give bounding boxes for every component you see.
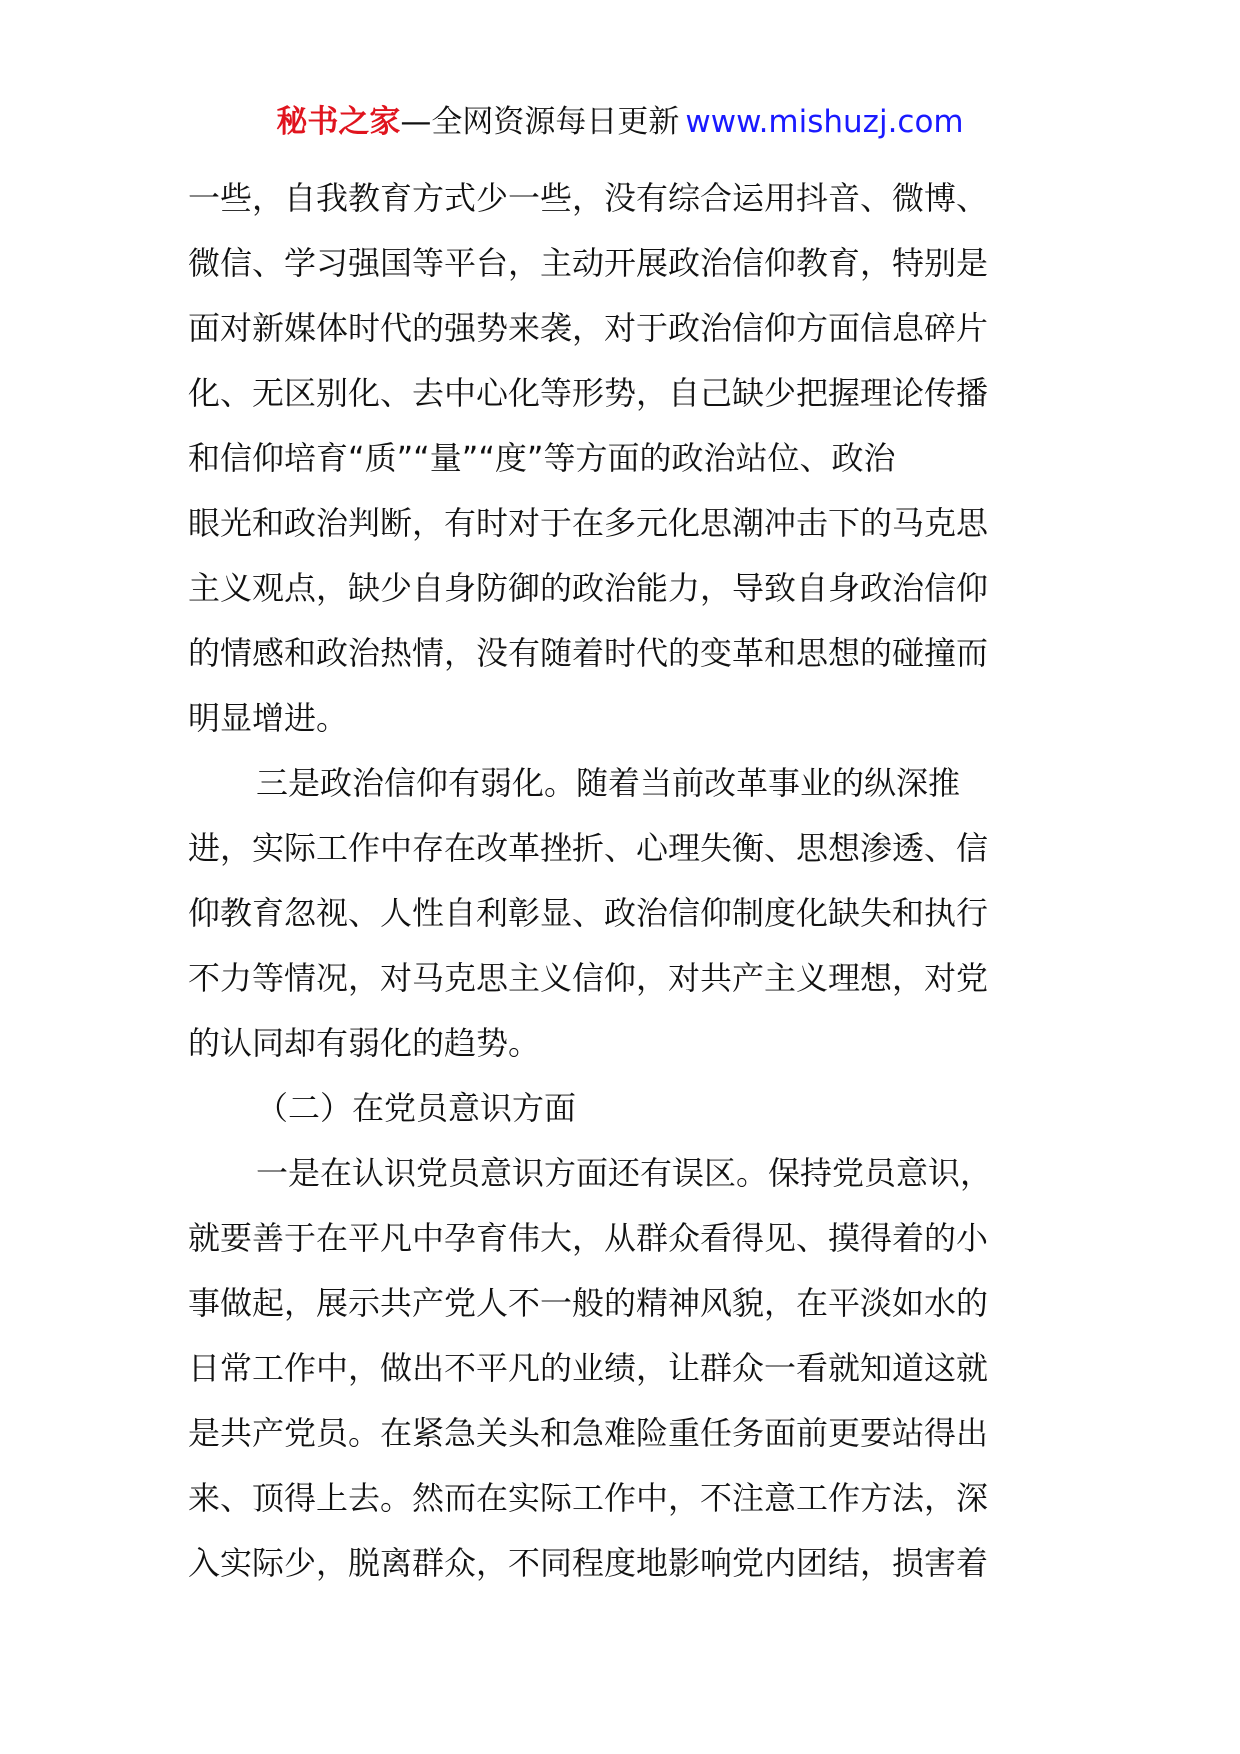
text-line: 的认同却有弱化的趋势。 [188, 1024, 541, 1062]
text-line: 明显增进。 [188, 699, 349, 737]
section-heading: （二）在党员意识方面 [256, 1089, 577, 1127]
text-line: 是共产党员。在紧急关头和急难险重任务面前更要站得出 [188, 1414, 989, 1452]
site-header [0, 102, 1240, 142]
text-line: 事做起，展示共产党人不一般的精神风貌，在平淡如水的 [188, 1284, 989, 1322]
text-line: 来、顶得上去。然而在实际工作中，不注意工作方法，深 [188, 1479, 989, 1517]
paragraph-start-line: 三是政治信仰有弱化。随着当前改革事业的纵深推 [256, 764, 961, 802]
site-brand: 秘书之家 [276, 104, 401, 140]
text-line: 仰教育忽视、人性自利彰显、政治信仰制度化缺失和执行 [188, 894, 989, 932]
text-line: 化、无区别化、去中心化等形势，自己缺少把握理论传播 [188, 374, 989, 412]
text-line: 就要善于在平凡中孕育伟大，从群众看得见、摸得着的小 [188, 1219, 989, 1257]
text-line: 一些，自我教育方式少一些，没有综合运用抖音、微博、 [188, 179, 989, 217]
text-line: 日常工作中，做出不平凡的业绩，让群众一看就知道这就 [188, 1349, 989, 1387]
text-line: 入实际少，脱离群众，不同程度地影响党内团结，损害着 [188, 1544, 989, 1582]
text-line: 和信仰培育“质”“量”“度”等方面的政治站位、政治 [188, 439, 896, 477]
site-url-link[interactable]: www.mishuzj.com [685, 104, 964, 140]
text-line: 不力等情况，对马克思主义信仰，对共产主义理想，对党 [188, 959, 989, 997]
text-line: 进，实际工作中存在改革挫折、心理失衡、思想渗透、信 [188, 829, 989, 867]
text-line: 眼光和政治判断，有时对于在多元化思潮冲击下的马克思 [188, 504, 989, 542]
text-line: 面对新媒体时代的强势来袭，对于政治信仰方面信息碎片 [188, 309, 989, 347]
paragraph-start-line: 一是在认识党员意识方面还有误区。保持党员意识， [256, 1154, 993, 1192]
text-line: 微信、学习强国等平台，主动开展政治信仰教育，特别是 [188, 244, 989, 282]
text-line: 主义观点，缺少自身防御的政治能力，导致自身政治信仰 [188, 569, 989, 607]
document-body [188, 166, 1052, 1596]
text-line: 的情感和政治热情，没有随着时代的变革和思想的碰撞而 [188, 634, 989, 672]
site-tagline: —全网资源每日更新 [400, 104, 680, 140]
